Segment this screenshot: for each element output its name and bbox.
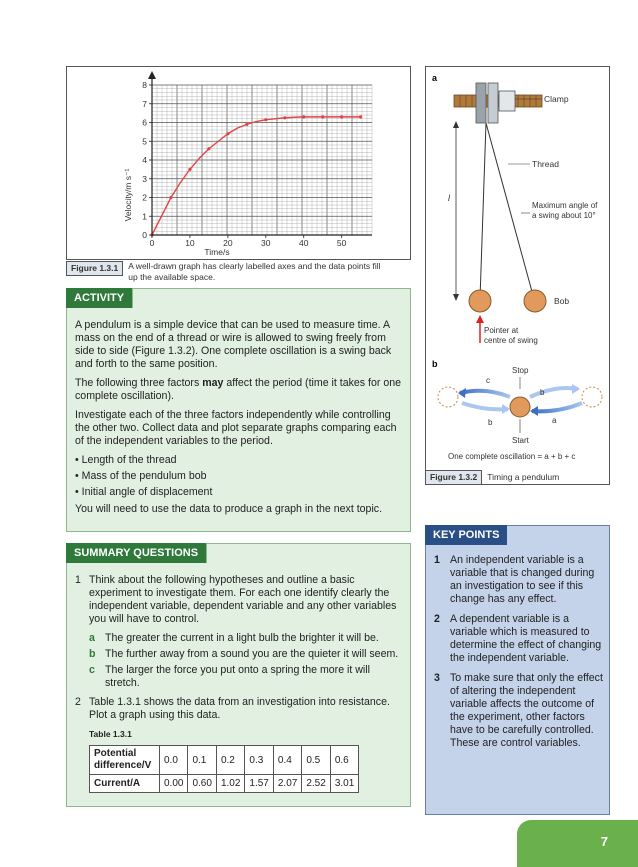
arc-a-arrow xyxy=(532,403,582,411)
summary-title: SUMMARY QUESTIONS xyxy=(66,543,207,563)
figure-label: Figure 1.3.2 xyxy=(425,470,482,485)
arc-b-right-arrow xyxy=(530,388,578,397)
x-tick-label: 50 xyxy=(336,238,347,248)
key-point-1: 1 An independent variable is a variable that is changed during an investigation to see if this change has any effect. xyxy=(434,554,595,605)
page-number-tab xyxy=(517,820,638,867)
bullet-item: • Length of the thread xyxy=(75,454,177,466)
data-point xyxy=(340,115,343,118)
data-point xyxy=(245,123,248,126)
table-title: Table 1.3.1 xyxy=(89,729,132,739)
pointer-label-2: centre of swing xyxy=(484,336,538,345)
clamp-label: Clamp xyxy=(544,94,569,104)
arc-c-label: c xyxy=(486,376,490,385)
row-header: Current/A xyxy=(90,775,160,793)
y-tick-label: 1 xyxy=(142,211,147,222)
key-points-box xyxy=(425,525,610,815)
figure-1-3-2-pendulum xyxy=(425,66,610,485)
y-tick-label: 2 xyxy=(142,192,147,203)
figure-1-3-1-caption xyxy=(66,261,411,283)
pointer-label-1: Pointer at xyxy=(484,326,519,335)
activity-title: ACTIVITY xyxy=(66,288,133,308)
key-point-3: 3 To make sure that only the effect of altering the independent variable affects the outcome of the experiment, other factors have to be carefully controlled. These are control variables. xyxy=(434,672,603,749)
part-b-label: b xyxy=(432,359,438,369)
arc-b-label-left: b xyxy=(488,418,493,427)
arc-b-left-arrow xyxy=(462,403,508,409)
y-axis-arrow xyxy=(148,71,156,79)
y-tick-label: 5 xyxy=(142,136,147,147)
data-point xyxy=(207,147,210,150)
figure-label: Figure 1.3.1 xyxy=(66,261,123,276)
activity-paragraph-2: The following three factors may affect the period (time it takes for one complete oscillation). xyxy=(75,377,402,402)
data-point xyxy=(283,116,286,119)
question-1: 1 Think about the following hypotheses and outline a basic experiment to investigate them. For each one identify clearly the independent variable, dependent variable and any other variables you will have to control. xyxy=(75,574,397,625)
figure-1-3-2-caption xyxy=(425,470,610,485)
thread-label: Thread xyxy=(532,159,559,169)
bob-right-extreme xyxy=(582,387,602,407)
max-angle-label-2: a swing about 10° xyxy=(532,211,596,220)
figure-1-3-1-graph xyxy=(66,66,411,260)
clamp xyxy=(454,83,542,123)
x-tick-label: 0 xyxy=(149,238,155,248)
table-row: Potential difference/V 0.0 0.1 0.2 0.3 0.4 0.5 0.6 xyxy=(90,746,359,775)
bob-swung xyxy=(524,290,546,312)
arc-a-label: a xyxy=(552,416,557,425)
data-point xyxy=(169,196,172,199)
thread-rest xyxy=(480,123,486,299)
page-number: 7 xyxy=(600,834,608,849)
x-tick-label: 20 xyxy=(223,238,233,248)
x-axis-label: Time/s xyxy=(204,247,230,257)
pendulum-diagram xyxy=(426,67,611,486)
sub-question-b: b The further away from a sound you are the quieter it will seem. xyxy=(89,648,399,660)
arc-c-arrow xyxy=(460,391,510,397)
y-tick-label: 8 xyxy=(142,80,147,90)
caption-text: A well-drawn graph has clearly labelled axes and the data points fill up the available space. xyxy=(128,261,381,282)
y-axis-label: Velocity/m s⁻¹ xyxy=(123,168,133,222)
data-point xyxy=(264,118,267,121)
summary-questions-box xyxy=(66,543,411,807)
y-tick-label: 0 xyxy=(142,230,147,240)
stop-label: Stop xyxy=(512,366,529,375)
data-point xyxy=(226,132,229,135)
max-angle-label-1: Maximum angle of xyxy=(532,201,598,210)
y-tick-label: 7 xyxy=(142,98,147,109)
x-tick-label: 40 xyxy=(298,238,309,248)
activity-box xyxy=(66,288,411,532)
sub-question-a: a The greater the current in a light bulb the brighter it will be. xyxy=(89,632,379,644)
bob-left-extreme xyxy=(438,387,458,407)
row-header: Potential difference/V xyxy=(90,746,160,775)
table-row: Current/A 0.00 0.60 1.02 1.57 2.07 2.52 3.01 xyxy=(90,775,359,793)
activity-paragraph-4: You will need to use the data to produce a graph in the next topic. xyxy=(75,503,383,515)
key-points-title: KEY POINTS xyxy=(425,525,507,545)
part-a-label: a xyxy=(432,73,438,83)
key-point-2: 2 A dependent variable is a variable which is measured to determine the effect of changing the independent variable. xyxy=(434,613,602,664)
y-tick-label: 6 xyxy=(142,117,147,128)
velocity-time-graph xyxy=(67,67,412,261)
length-label: l xyxy=(448,193,450,203)
data-point xyxy=(188,168,191,171)
x-tick-label: 30 xyxy=(261,238,271,248)
bob-label: Bob xyxy=(554,296,570,306)
bob-rest xyxy=(469,290,491,312)
bob-centre xyxy=(510,397,530,417)
activity-paragraph-3: Investigate each of the three factors independently while controlling the other two. Collect data and plot separate graphs comparing each of the independent variables to the period. xyxy=(75,409,397,447)
start-label: Start xyxy=(512,436,529,445)
thread-swung xyxy=(486,123,534,299)
caption-text: Timing a pendulum xyxy=(487,472,560,482)
oscillation-label: One complete oscillation = a + b + c xyxy=(448,452,576,461)
bullet-item: • Mass of the pendulum bob xyxy=(75,470,207,482)
sub-question-c: c The larger the force you put onto a spring the more it will stretch. xyxy=(89,664,370,689)
activity-paragraph-1: A pendulum is a simple device that can be used to measure time. A mass on the end of a thread or wire is allowed to swing freely from side to side (Figure 1.3.2). One complete oscillation is a swing back and forth to the same position. xyxy=(75,319,392,370)
arc-b-label-right: b xyxy=(540,388,545,397)
data-point xyxy=(321,115,324,118)
data-table xyxy=(89,745,359,793)
y-tick-label: 3 xyxy=(142,173,147,184)
question-2: 2 Table 1.3.1 shows the data from an investigation into resistance. Plot a graph using this data. xyxy=(75,696,390,721)
y-tick-label: 4 xyxy=(142,155,147,165)
data-point xyxy=(302,115,305,118)
x-tick-label: 10 xyxy=(185,238,195,248)
bullet-item: • Initial angle of displacement xyxy=(75,486,213,498)
data-point xyxy=(359,115,362,118)
